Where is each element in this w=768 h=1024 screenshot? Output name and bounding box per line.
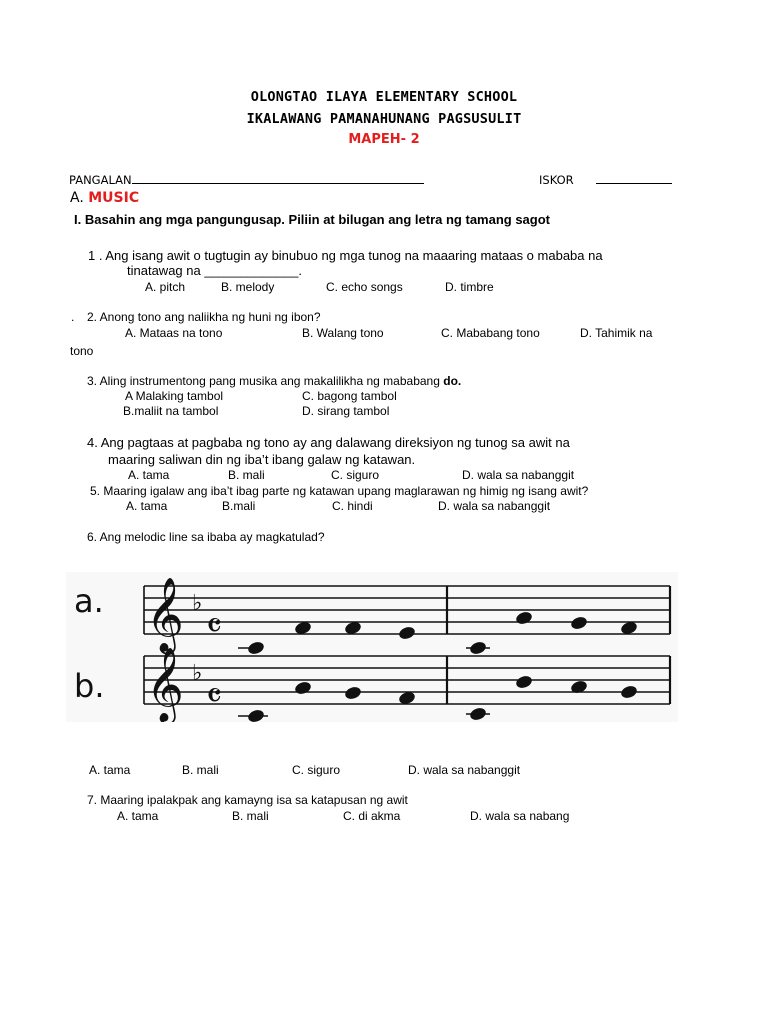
q2-option-c[interactable]: C. Mababang tono: [441, 326, 540, 340]
score-blank[interactable]: [596, 172, 672, 184]
q7-option-b[interactable]: B. mali: [232, 809, 269, 823]
q2-text: 2. Anong tono ang naliikha ng huni ng ibon?: [87, 310, 321, 324]
section-letter: A.: [70, 190, 84, 206]
school-name: OLONGTAO ILAYA ELEMENTARY SCHOOL: [250, 89, 518, 105]
q2-option-d[interactable]: D. Tahimik na: [580, 326, 653, 340]
q7-option-d[interactable]: D. wala sa nabang: [470, 809, 570, 823]
q6-option-a[interactable]: A. tama: [89, 763, 131, 777]
q4-text-cont: maaring saliwan din ng iba’t ibang galaw ng katawan.: [108, 452, 416, 467]
q2-prefix: .: [71, 310, 75, 324]
q7-option-a[interactable]: A. tama: [117, 809, 159, 823]
q3-text-bold: do.: [443, 374, 462, 388]
q1-text-cont: tinatawag na _____________.: [127, 263, 302, 278]
q4-option-d[interactable]: D. wala sa nabanggit: [462, 468, 575, 482]
staff-a-label: a.: [74, 582, 104, 620]
time-signature-icon: 𝄴: [206, 676, 223, 717]
subject-title: MAPEH- 2: [348, 132, 420, 147]
melodic-line-figure: [66, 572, 678, 722]
q2-option-b[interactable]: B. Walang tono: [302, 326, 384, 340]
flat-icon: ♭: [192, 661, 203, 686]
treble-clef-icon: 𝄞: [146, 578, 184, 652]
section-title: MUSIC: [88, 190, 140, 206]
q4-option-a[interactable]: A. tama: [128, 468, 170, 482]
q1-option-d[interactable]: D. timbre: [445, 280, 494, 294]
score-label: ISKOR: [539, 173, 574, 187]
q1-option-b[interactable]: B. melody: [221, 280, 275, 294]
q3-option-d[interactable]: D. sirang tambol: [302, 404, 390, 418]
q3-option-a[interactable]: A Malaking tambol: [125, 389, 224, 403]
q1-text: 1 . Ang isang awit o tugtugin ay binubuo ng mga tunog na maaaring mataas o mababa na: [88, 248, 603, 263]
q5-option-a[interactable]: A. tama: [126, 499, 168, 513]
q3-option-c[interactable]: C. bagong tambol: [302, 389, 397, 403]
q3-text-main: 3. Aling instrumentong pang musika ang makalilikha ng mababang: [87, 374, 440, 388]
q1-option-a[interactable]: A. pitch: [145, 280, 186, 294]
q5-option-d[interactable]: D. wala sa nabanggit: [438, 499, 551, 513]
section-heading: [70, 190, 139, 206]
q6-text: 6. Ang melodic line sa ibaba ay magkatulad?: [87, 530, 325, 544]
q6-option-b[interactable]: B. mali: [182, 763, 219, 777]
flat-icon: ♭: [192, 591, 203, 616]
name-blank[interactable]: [132, 172, 424, 184]
instruction: I. Basahin ang mga pangungusap. Piliin at bilugan ang letra ng tamang sagot: [74, 212, 550, 227]
score-field: [539, 172, 672, 187]
q5-option-c[interactable]: C. hindi: [332, 499, 373, 513]
q3-text: [87, 374, 461, 388]
staff-b-label: b.: [74, 667, 105, 705]
q7-text: 7. Maaring ipalakpak ang kamayng isa sa katapusan ng awit: [87, 793, 408, 807]
name-field: [69, 172, 424, 187]
q2-option-a[interactable]: A. Mataas na tono: [125, 326, 223, 340]
exam-title: IKALAWANG PAMANAHUNANG PAGSUSULIT: [246, 111, 522, 127]
q4-text: 4. Ang pagtaas at pagbaba ng tono ay ang dalawang direksiyon ng tunog sa awit na: [87, 435, 570, 450]
q5-text: 5. Maaring igalaw ang iba’t ibag parte ng katawan upang maglarawan ng himig ng isang awit?: [90, 484, 589, 498]
q6-option-c[interactable]: C. siguro: [292, 763, 341, 777]
name-label: PANGALAN: [69, 173, 132, 187]
q3-option-b[interactable]: B.maliit na tambol: [123, 404, 219, 418]
q7-option-c[interactable]: C. di akma: [343, 809, 401, 823]
q5-option-b[interactable]: B.mali: [222, 499, 256, 513]
q4-option-b[interactable]: B. mali: [228, 468, 265, 482]
time-signature-icon: 𝄴: [206, 606, 223, 647]
treble-clef-icon: 𝄞: [146, 648, 184, 722]
q2-option-d-wrap: tono: [70, 344, 94, 358]
q4-option-c[interactable]: C. siguro: [331, 468, 380, 482]
q6-option-d[interactable]: D. wala sa nabanggit: [408, 763, 521, 777]
q1-option-c[interactable]: C. echo songs: [326, 280, 403, 294]
